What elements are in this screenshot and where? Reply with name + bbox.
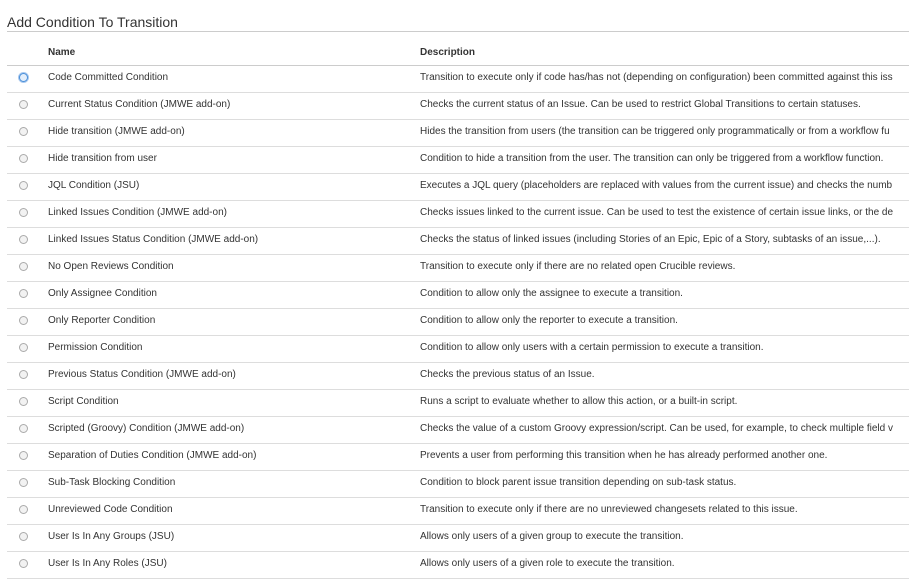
condition-radio[interactable] — [19, 370, 28, 379]
condition-radio[interactable] — [19, 154, 28, 163]
condition-name: Hide transition from user — [48, 153, 157, 164]
table-row[interactable] — [7, 336, 909, 363]
table-row[interactable] — [7, 363, 909, 390]
condition-description: Allows only users of a given role to execute the transition. — [420, 558, 675, 569]
condition-description: Allows only users of a given group to execute the transition. — [420, 531, 684, 542]
condition-description: Prevents a user from performing this transition when he has already performed another one. — [420, 450, 828, 461]
table-row[interactable] — [7, 93, 909, 120]
table-row[interactable] — [7, 498, 909, 525]
condition-description: Executes a JQL query (placeholders are replaced with values from the current issue) and checks the numb — [420, 180, 893, 191]
table-row[interactable] — [7, 471, 909, 498]
name-column-header: Name — [48, 47, 76, 58]
condition-name: Code Committed Condition — [48, 72, 169, 83]
condition-name: Sub-Task Blocking Condition — [48, 477, 176, 488]
table-row[interactable] — [7, 66, 909, 93]
condition-description: Condition to allow only the assignee to execute a transition. — [420, 288, 683, 299]
condition-radio[interactable] — [19, 100, 28, 109]
condition-radio[interactable] — [19, 424, 28, 433]
condition-radio[interactable] — [19, 559, 28, 568]
condition-name: User Is In Any Roles (JSU) — [48, 558, 167, 569]
condition-description: Transition to execute only if there are no related open Crucible reviews. — [420, 261, 736, 272]
conditions-table — [7, 38, 909, 579]
table-row[interactable] — [7, 201, 909, 228]
condition-name: Linked Issues Condition (JMWE add-on) — [48, 207, 227, 218]
condition-name: Separation of Duties Condition (JMWE add-on) — [48, 450, 257, 461]
condition-radio[interactable] — [19, 505, 28, 514]
condition-radio[interactable] — [19, 73, 28, 82]
table-row[interactable] — [7, 309, 909, 336]
condition-radio[interactable] — [19, 316, 28, 325]
table-row[interactable] — [7, 174, 909, 201]
condition-description: Checks the value of a custom Groovy expression/script. Can be used, for example, to check multiple field v — [420, 423, 893, 434]
condition-name: Current Status Condition (JMWE add-on) — [48, 99, 231, 110]
condition-name: Previous Status Condition (JMWE add-on) — [48, 369, 236, 380]
condition-description: Transition to execute only if there are no unreviewed changesets related to this issue. — [420, 504, 798, 515]
condition-name: Script Condition — [48, 396, 119, 407]
condition-radio[interactable] — [19, 235, 28, 244]
page-title: Add Condition To Transition — [7, 14, 178, 30]
condition-description: Condition to hide a transition from the user. The transition can only be triggered from a workflow function. — [420, 153, 884, 164]
table-row[interactable] — [7, 147, 909, 174]
condition-name: Linked Issues Status Condition (JMWE add-on) — [48, 234, 259, 245]
table-header-row — [7, 38, 909, 66]
condition-radio[interactable] — [19, 181, 28, 190]
condition-radio[interactable] — [19, 478, 28, 487]
condition-description: Runs a script to evaluate whether to allow this action, or a built-in script. — [420, 396, 738, 407]
condition-radio[interactable] — [19, 397, 28, 406]
condition-description: Checks the previous status of an Issue. — [420, 369, 595, 380]
title-divider — [7, 31, 909, 32]
condition-name: No Open Reviews Condition — [48, 261, 174, 272]
description-column-header: Description — [420, 47, 476, 58]
condition-radio[interactable] — [19, 208, 28, 217]
condition-name: Permission Condition — [48, 342, 143, 353]
table-row[interactable] — [7, 417, 909, 444]
condition-description: Condition to allow only the reporter to execute a transition. — [420, 315, 678, 326]
condition-description: Checks the current status of an Issue. Can be used to restrict Global Transitions to certain statuses. — [420, 99, 861, 110]
table-row[interactable] — [7, 444, 909, 471]
condition-name: Only Assignee Condition — [48, 288, 157, 299]
table-row[interactable] — [7, 228, 909, 255]
condition-radio[interactable] — [19, 289, 28, 298]
table-row[interactable] — [7, 282, 909, 309]
condition-description: Condition to block parent issue transition depending on sub-task status. — [420, 477, 737, 488]
condition-radio[interactable] — [19, 262, 28, 271]
condition-name: Scripted (Groovy) Condition (JMWE add-on) — [48, 423, 245, 434]
table-row[interactable] — [7, 552, 909, 579]
condition-description: Hides the transition from users (the transition can be triggered only programmatically or from a workflow fu — [420, 126, 890, 137]
condition-description: Checks issues linked to the current issue. Can be used to test the existence of certain issue links, or the de — [420, 207, 894, 218]
condition-radio[interactable] — [19, 343, 28, 352]
condition-name: User Is In Any Groups (JSU) — [48, 531, 175, 542]
table-row[interactable] — [7, 525, 909, 552]
condition-name: JQL Condition (JSU) — [48, 180, 140, 191]
table-row[interactable] — [7, 120, 909, 147]
condition-radio[interactable] — [19, 127, 28, 136]
condition-radio[interactable] — [19, 451, 28, 460]
condition-name: Unreviewed Code Condition — [48, 504, 173, 515]
condition-description: Transition to execute only if code has/has not (depending on configuration) been committed against this iss — [420, 72, 893, 83]
table-body — [7, 66, 909, 579]
table-row[interactable] — [7, 255, 909, 282]
condition-description: Checks the status of linked issues (including Stories of an Epic, Epic of a Story, subtasks of an issue,...). — [420, 234, 881, 245]
condition-name: Hide transition (JMWE add-on) — [48, 126, 185, 137]
condition-name: Only Reporter Condition — [48, 315, 156, 326]
table-row[interactable] — [7, 390, 909, 417]
condition-radio[interactable] — [19, 532, 28, 541]
condition-description: Condition to allow only users with a certain permission to execute a transition. — [420, 342, 764, 353]
